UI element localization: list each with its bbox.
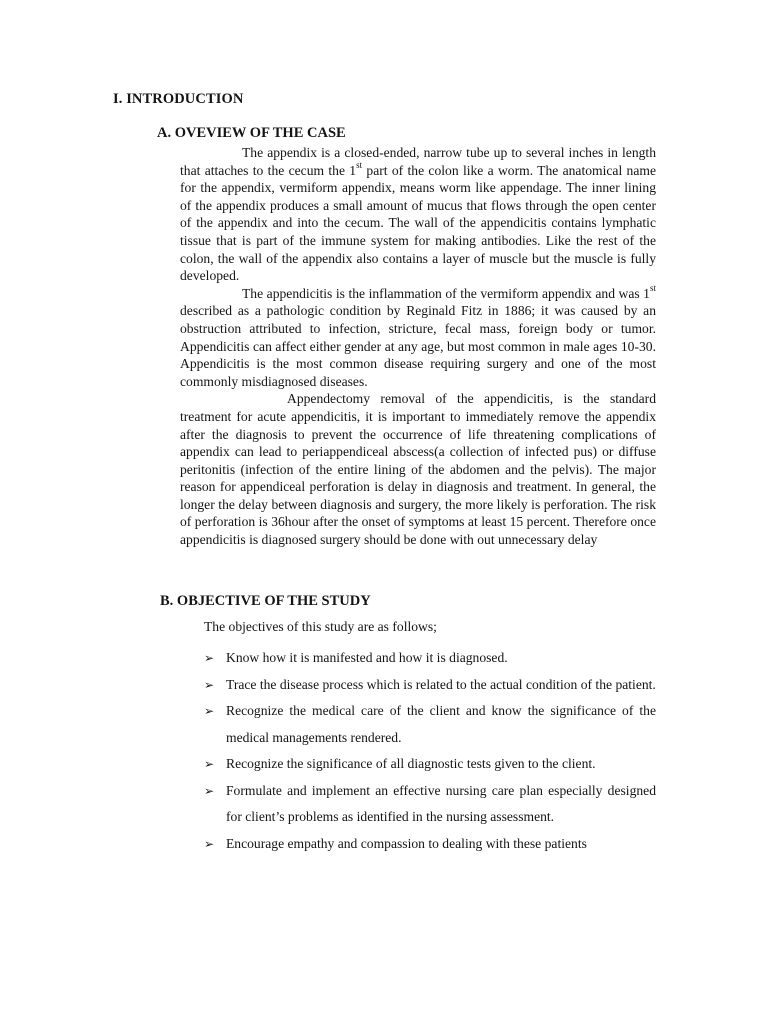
overview-paragraph-2: The appendicitis is the inflammation of the vermiform appendix and was 1st described as a pathologic condition by Reginald Fitz in 1886; it was caused by an obstruction attributed to infection, stricture, fecal mass, foreign body or tumor. Appendicitis can affect either gender at any age, but most common in male ages 10-30. Appendicitis is the most common disease requiring surgery and one of the most commonly misdiagnosed diseases. bbox=[180, 283, 656, 389]
arrowhead-bullet-icon: ➢ bbox=[204, 651, 215, 665]
overview-paragraph-3: Appendectomy removal of the appendicitis, is the standard treatment for acute appendicitis, it is important to immediately remove the appendix after the diagnosis to prevent the occurrence of life threatening complications of appendix can lead to periappendiceal abscess(a collection of infected pus) or diffuse peritonitis (infection of the entire lining of the abdomen and the pelvis). The major reason for appendiceal perforation is delay in diagnosis and treatment. In general, the longer the delay between diagnosis and surgery, the more likely is perforation. The risk of perforation is 36hour after the onset of symptoms at least 15 percent. Therefore once appendicitis is diagnosed surgery should be done with out unnecessary delay bbox=[180, 391, 656, 548]
arrowhead-bullet-icon: ➢ bbox=[204, 836, 215, 851]
list-item: ➢ Formulate and implement an effective nursing care plan especially designed for client’s problems as identified in the nursing assessment. bbox=[204, 778, 656, 831]
arrowhead-bullet-icon: ➢ bbox=[204, 783, 215, 798]
list-item: ➢ Encourage empathy and compassion to dealing with these patients bbox=[204, 831, 656, 858]
overview-paragraph-1: The appendix is a closed-ended, narrow tube up to several inches in length that attaches to the cecum the 1st part of the colon like a worm. The anatomical name for the appendix, vermiform appendix, means worm like appendage. The inner lining of the appendix produces a small amount of mucus that flows through the open center of the appendix and into the cecum. The wall of the appendicitis contains lymphatic tissue that is part of the immune system for making antibodies. Like the rest of the colon, the wall of the appendix also contains a layer of muscle but the muscle is fully developed. bbox=[180, 145, 656, 284]
section-heading-introduction: I. INTRODUCTION bbox=[113, 91, 244, 107]
arrowhead-bullet-icon: ➢ bbox=[204, 704, 215, 718]
arrowhead-bullet-icon: ➢ bbox=[204, 757, 215, 771]
list-item: ➢ Recognize the significance of all diagnostic tests given to the client. bbox=[204, 751, 656, 778]
objectives-list bbox=[204, 645, 656, 857]
list-item: ➢ Know how it is manifested and how it is diagnosed. bbox=[204, 645, 656, 672]
overview-body bbox=[180, 144, 656, 549]
objectives-intro: The objectives of this study are as follows; bbox=[204, 619, 437, 634]
subheading-overview: A. OVEVIEW OF THE CASE bbox=[157, 125, 346, 141]
arrowhead-bullet-icon: ➢ bbox=[204, 677, 215, 692]
list-item: ➢ Trace the disease process which is related to the actual condition of the patient. bbox=[204, 672, 656, 699]
subheading-objective: B. OBJECTIVE OF THE STUDY bbox=[160, 593, 371, 609]
list-item: ➢ Recognize the medical care of the client and know the significance of the medical managements rendered. bbox=[204, 698, 656, 751]
